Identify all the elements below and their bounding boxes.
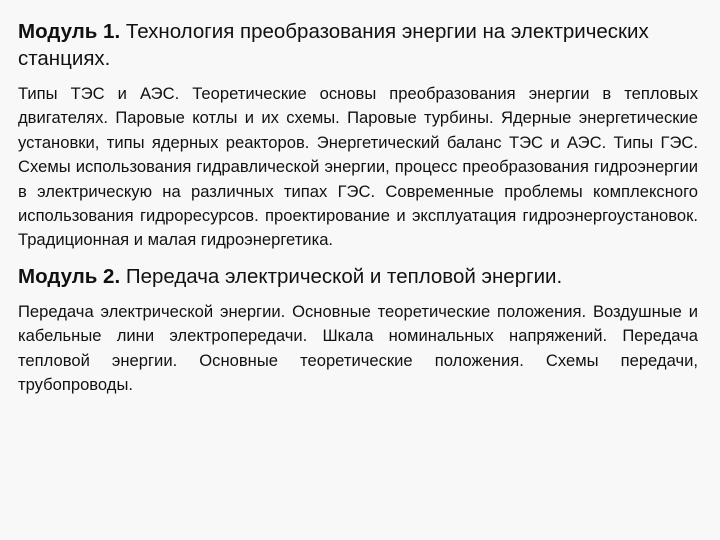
module-2-number: Модуль 2. [18, 264, 121, 288]
module-2-description: Передача электрической энергии. Основные теоретические положения. Воздушные и кабельные лини электропередачи. Шкала номинальных напряжений. Передача тепловой энергии. Основные теоретические положения. Схемы передачи, трубопроводы. [18, 301, 698, 395]
module-1-number: Модуль 1. [18, 20, 121, 43]
module-2-title: Передача электрической и тепловой энергии. [120, 264, 563, 288]
module-2-section [18, 263, 698, 398]
module-1-heading [18, 18, 698, 72]
module-1-description: Типы ТЭС и АЭС. Теоретические основы преобразования энергии в тепловых двигателях. Паровые котлы и их схемы. Паровые турбины. Ядерные энергетические установки, типы ядерных реакторов. Энергетический баланс ТЭС и АЭС. Типы ГЭС. Схемы использования гидравлической энергии, процесс преобразования гидроэнергии в электрическую на различных типах ГЭС. Современные проблемы комплексного использования гидроресурсов. проектирование и эксплуатация гидроэнергоустановок. Традиционная и малая гидроэнергетика. [18, 84, 698, 250]
module-1-title: Технология преобразования энергии на электрических станциях. [18, 20, 649, 70]
module-1-section [18, 18, 698, 253]
module-2-heading [18, 263, 698, 290]
